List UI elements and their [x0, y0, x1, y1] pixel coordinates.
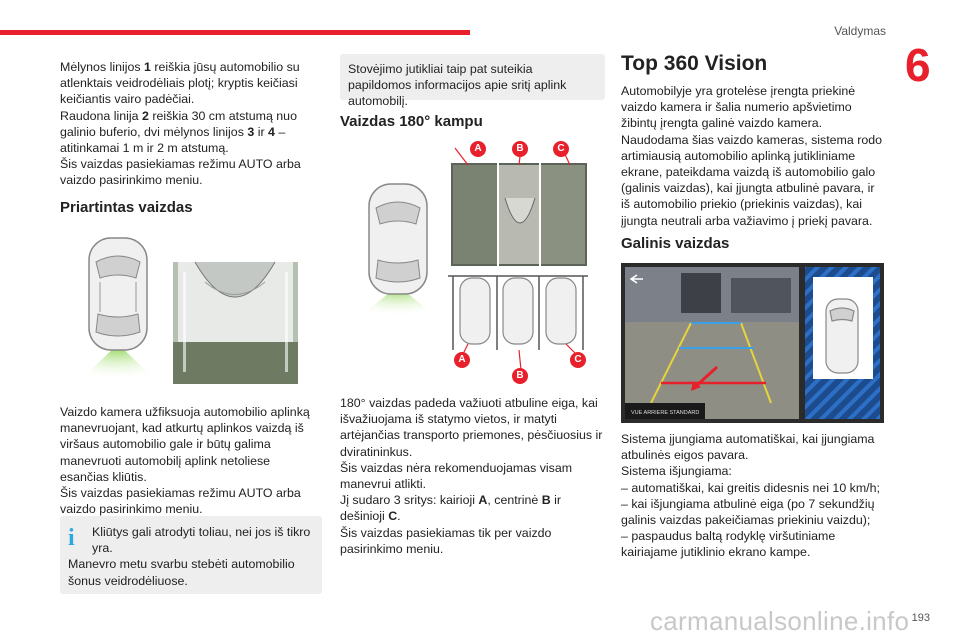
- zone-b-badge: B: [512, 368, 528, 384]
- wide-view-illustration: [340, 138, 605, 390]
- zoom-view-heading: Priartintas vaizdas: [60, 199, 193, 216]
- watermark: carmanualsonline.info: [650, 606, 910, 636]
- header-accent-bar: [0, 30, 470, 35]
- wide-view-text: 180° vaizdas padeda važiuoti atbuline eiga, kai išvažiuojama iš statymo vietos, ir matyti artėjančias transporto priemones, pėsčiuosius ir dviratininkus. Šis vaizdas nėra rekomenduojamas visam manevrui atlikti. Jį sudaro 3 sritys: kairioji A, centrinė B ir dešinioji C. Šis vaizdas pasiekiamas tik per vaizdo pasirinkimo meniu.: [340, 396, 603, 556]
- info-icon: i: [68, 525, 75, 551]
- camera-180-view: [451, 163, 587, 266]
- car-top-icon: [89, 238, 147, 350]
- chapter-number: 6: [905, 39, 931, 91]
- note-line: Kliūtys gali atrodyti toliau, nei jos iš tikro yra.: [92, 525, 311, 556]
- top-360-title: Top 360 Vision: [621, 52, 768, 75]
- wide-view-heading: Vaizdas 180° kampu: [340, 113, 483, 130]
- car-top-icon: [369, 184, 427, 294]
- zone-b-badge: B: [512, 141, 528, 157]
- zone-a-badge: A: [454, 352, 470, 368]
- screen-caption: VUE ARRIERE STANDARD: [631, 410, 700, 416]
- rear-view-text: Sistema įjungiama automatiškai, kai įjungiama atbulinės eigos pavara. Sistema išjungiama: – automatiškai, kai greitis didesnis nei 10 km/h; – kai išjungiama atbulinė eiga (po 7 sekundžių galinis vaizdas pakeičiamas priekiniu vaizdu); – paspaudus baltą rodyklę viršutiniame kairiajame jutiklinio ekrano kampe.: [621, 432, 880, 560]
- parking-sensor-note: Stovėjimo jutikliai taip pat suteikia papildomos informacijos apie sritį aplink automobilį.: [340, 54, 605, 100]
- rear-view-screen: [621, 263, 884, 423]
- zoom-view-illustration: [60, 232, 322, 390]
- intro-paragraph: Mėlynos linijos 1 reiškia jūsų automobilio su atlenktais veidrodėliais plotį; kryptis keičiasi keičiantis vairo padėčiai. Raudona linija 2 reiškia 30 cm atstumą nuo galinio buferio, dvi mėlynos linijos 3 ir 4 – atitinkamai 1 m ir 2 m atstumą. Šis vaizdas pasiekiamas režimu AUTO arba vaizdo pasirinkimo meniu.: [60, 60, 301, 188]
- note-line: Manevro metu svarbu stebėti automobilio šonus veidrodėliuose.: [68, 557, 295, 588]
- info-note: [60, 516, 322, 594]
- zoom-camera-view: [173, 262, 298, 384]
- zone-a-badge: A: [470, 141, 486, 157]
- zoom-view-text: Vaizdo kamera užfiksuoja automobilio aplinką manevruojant, kad atkurtų aplinkos vaizdą iš viršaus automobilio gale ir būtų galima manevruoti automobilį aplink netoliese esančias kliūtis. Šis vaizdas pasiekiamas režimu AUTO arba vaizdo pasirinkimo meniu.: [60, 405, 310, 517]
- top-360-intro: Automobilyje yra grotelėse įrengta priekinė vaizdo kamera ir šalia numerio apšvietimo žibintų įrengta galinė vaizdo kamera. Naudodama šias vaizdo kameras, sistema rodo artimiausią automobilio aplinką jutikliniame ekrane, pateikdama vaizdą iš automobilio galo (galinis vaizdas), kai įjungta atbulinė pavara, ir iš automobilio priekio (priekinis vaizdas), kai įjungta neutrali arba važiavimo į priekį pavara.: [621, 84, 883, 228]
- section-title: Valdymas: [834, 24, 886, 38]
- page-number: 193: [911, 612, 930, 624]
- zone-c-badge: C: [553, 141, 569, 157]
- parked-cars: [460, 278, 576, 344]
- zone-c-badge: C: [570, 352, 586, 368]
- car-top-icon: [826, 299, 858, 373]
- rear-view-heading: Galinis vaizdas: [621, 235, 730, 252]
